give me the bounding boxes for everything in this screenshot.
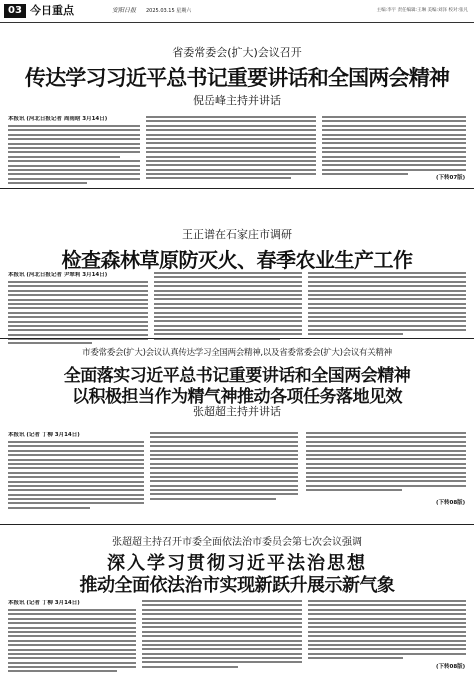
article1-col3 bbox=[322, 116, 466, 177]
article-lead-text: 本报讯 (河北日报记者 周雨晗 3月14日) bbox=[8, 116, 108, 122]
article1-col1 bbox=[8, 116, 140, 186]
page-number: 03 bbox=[4, 4, 26, 18]
issue-date: 2025.03.15 星期六 bbox=[146, 8, 192, 14]
article2-col3 bbox=[308, 272, 466, 338]
article4-headline: 深入学习贯彻习近平法治思想 bbox=[107, 553, 367, 574]
article2-headline: 检查森林草原防灭火、春季农业生产工作 bbox=[61, 248, 413, 272]
article3-col3 bbox=[306, 432, 466, 493]
article1-headline: 传达学习习近平总书记重要讲话和全国两会精神 bbox=[24, 66, 450, 90]
article2-col1 bbox=[8, 272, 148, 347]
article3-continuation: (下转08版) bbox=[436, 500, 466, 506]
article1-kicker: 省委常委会(扩大)会议召开 bbox=[172, 46, 302, 59]
article1-col2 bbox=[146, 116, 316, 182]
article1-continuation: (下转07版) bbox=[436, 175, 466, 181]
masthead bbox=[0, 0, 474, 23]
article4-col1 bbox=[8, 600, 136, 675]
article4-continuation: (下转08版) bbox=[436, 664, 466, 670]
article-lead-text: 本报讯 (记者 丁柳 3月14日) bbox=[8, 600, 80, 606]
article-lead-text: 本报讯 (河北日报记者 尹翠莉 3月14日) bbox=[8, 272, 108, 278]
article4-col2 bbox=[142, 600, 302, 670]
paper-name: 安阳日报 bbox=[112, 7, 137, 14]
article4-kicker: 张超超主持召开市委全面依法治市委员会第七次会议强调 bbox=[112, 537, 362, 548]
article-lead-text: 本报讯 (记者 丁柳 3月14日) bbox=[8, 432, 80, 438]
article1-byline: 倪岳峰主持并讲话 bbox=[193, 94, 281, 107]
article3-col2 bbox=[150, 432, 298, 502]
article2-kicker: 王正谱在石家庄市调研 bbox=[182, 228, 292, 241]
article3-kicker: 市委常委会(扩大)会议认真传达学习全国两会精神,以及省委常委会(扩大)会议有关精神 bbox=[82, 348, 392, 358]
article3-headline-line2: 以积极担当作为精气神推动各项任务落地见效 bbox=[72, 387, 402, 407]
divider bbox=[0, 338, 474, 339]
editor-info: 主编:李宇 责任编辑:王琳 美编:刘泽 校对:张凡 bbox=[376, 8, 468, 13]
article4-headline-line2: 推动全面依法治市实现新跃升展示新气象 bbox=[79, 575, 395, 596]
divider bbox=[0, 524, 474, 525]
article3-byline: 张超超主持并讲话 bbox=[193, 405, 281, 418]
article3-headline: 全面落实习近平总书记重要讲话和全国两会精神 bbox=[63, 366, 411, 386]
divider bbox=[0, 188, 474, 189]
section-title: 今日重点 bbox=[30, 4, 74, 17]
article2-col2 bbox=[154, 272, 302, 342]
article3-col1 bbox=[8, 432, 144, 511]
article4-col3 bbox=[308, 600, 466, 661]
